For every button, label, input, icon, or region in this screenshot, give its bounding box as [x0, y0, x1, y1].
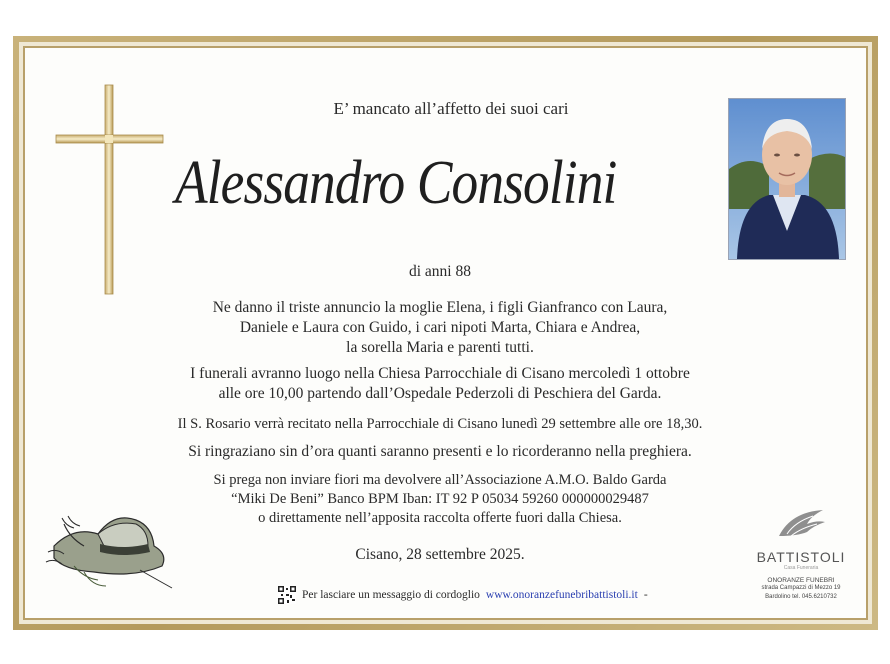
rosary-line: Il S. Rosario verrà recitato nella Parrocchiale di Cisano lunedì 29 settembre alle ore 18,30. — [177, 416, 703, 432]
website-link[interactable]: www.onoranzefunebribattistoli.it — [485, 589, 638, 601]
angel-wing-icon — [773, 506, 829, 542]
portrait-photo — [728, 98, 846, 260]
footer-text: Per lasciare un messaggio di cordoglio — [302, 589, 480, 601]
announcement-line: Ne danno il triste annuncio la moglie Elena, i figli Gianfranco con Laura, — [212, 299, 668, 316]
brand-address-line: Bardolino tel. 045.6210732 — [765, 594, 837, 600]
funeral-line: alle ore 10,00 partendo dall’Ospedale Pederzoli di Peschiera del Garda. — [218, 385, 662, 402]
thanks-line: Si ringraziano sin d’ora quanti saranno presenti e lo ricorderanno nella preghiera. — [188, 443, 692, 460]
intro-line: E’ mancato all’affetto dei suoi cari — [333, 99, 569, 118]
announcement-line: Daniele e Laura con Guido, i cari nipoti Marta, Chiara e Andrea, — [239, 319, 641, 336]
place-date: Cisano, 28 settembre 2025. — [355, 546, 525, 563]
donation-line: o direttamente nell’apposita raccolta offerte fuori dalla Chiesa. — [258, 510, 622, 526]
funeral-line: I funerali avranno luogo nella Chiesa Parrocchiale di Cisano mercoledì 1 ottobre — [190, 365, 690, 382]
announcement-line: la sorella Maria e parenti tutti. — [346, 339, 534, 356]
footer-suffix: - — [643, 589, 648, 601]
donation-line: Si prega non inviare fiori ma devolvere all’Associazione A.M.O. Baldo Garda — [213, 472, 667, 488]
alpine-hat-illustration — [44, 506, 180, 592]
age-line: di anni 88 — [409, 263, 471, 280]
announcement-paragraph — [150, 298, 730, 358]
funeral-home-logo — [752, 506, 850, 602]
funeral-paragraph — [140, 364, 740, 404]
brand-name: BATTISTOLI — [756, 549, 846, 565]
brand-address-line: strada Campazzi di Mezzo 19 — [761, 585, 841, 591]
qr-code-icon[interactable] — [278, 586, 296, 604]
deceased-name: Alessandro Consolini — [175, 149, 617, 217]
condolence-footer — [278, 586, 648, 604]
donation-line: “Miki De Beni” Banco BPM Iban: IT 92 P 05034 59260 000000029487 — [231, 491, 649, 507]
brand-kind: ONORANZE FUNEBRI — [767, 577, 835, 584]
brand-subtitle: Casa Funeraria — [783, 565, 819, 571]
donation-paragraph — [140, 471, 740, 528]
